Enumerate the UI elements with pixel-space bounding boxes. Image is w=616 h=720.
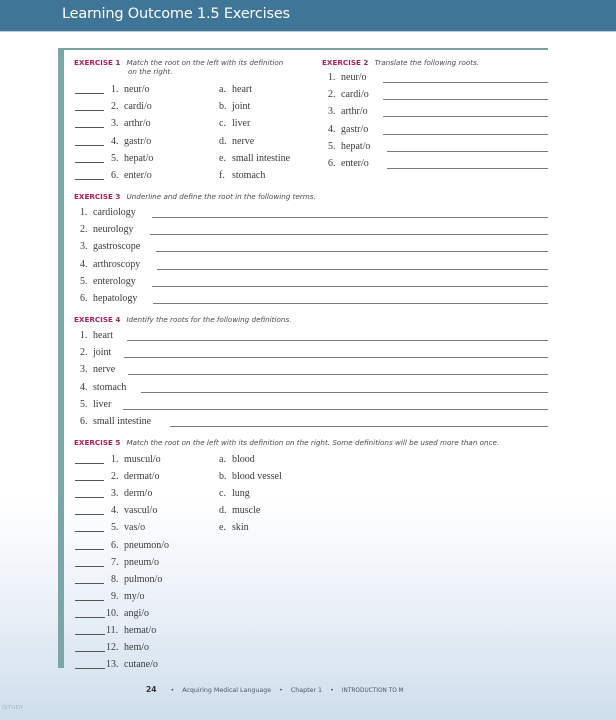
exercise-instruction: Identify the roots for the following definitions. [126, 315, 292, 324]
footer-separator: • [330, 687, 334, 694]
definition-text: skin [232, 522, 249, 534]
root-term: enter/o [124, 170, 152, 181]
answer-line[interactable] [141, 392, 548, 393]
answer-line[interactable] [127, 340, 548, 341]
answer-blank[interactable] [75, 497, 104, 498]
answer-blank[interactable] [75, 583, 104, 584]
answer-line[interactable] [383, 82, 548, 83]
root-term: hepat/o [341, 140, 371, 152]
root-term: cutane/o [124, 659, 158, 671]
definition-text: blood [232, 454, 255, 465]
item-number: 6. [80, 293, 88, 304]
answer-blank[interactable] [75, 634, 105, 635]
exercise-heading [322, 58, 479, 67]
answer-line[interactable] [153, 303, 548, 304]
definition-text: liver [232, 118, 251, 130]
definition-letter: d. [219, 135, 227, 147]
term: enterology [93, 275, 136, 287]
item-number: 8. [111, 573, 119, 585]
answer-blank[interactable] [75, 463, 104, 464]
answer-line[interactable] [383, 99, 548, 100]
exercise-heading [74, 192, 316, 201]
definition-text: heart [232, 84, 252, 95]
definition-text: small intestine [232, 152, 291, 164]
item-number: 6. [111, 170, 119, 181]
answer-blank[interactable] [75, 514, 104, 515]
section-header [0, 0, 616, 32]
item-number: 4. [111, 505, 119, 517]
item-number: 7. [111, 556, 119, 568]
root-term: my/o [124, 590, 145, 602]
definition-text: joint [232, 101, 251, 113]
answer-line[interactable] [170, 426, 548, 427]
item-number: 2. [80, 347, 88, 359]
exercise-label: EXERCISE 3 [74, 192, 121, 201]
definition-term: liver [93, 398, 112, 410]
answer-blank[interactable] [75, 566, 104, 567]
answer-blank[interactable] [75, 93, 104, 94]
definition-text: nerve [232, 135, 255, 147]
item-number: 2. [80, 224, 88, 236]
root-term: vascul/o [124, 505, 158, 517]
answer-blank[interactable] [75, 127, 104, 128]
exercise-label: EXERCISE 5 [74, 438, 121, 447]
definition-letter: e. [219, 522, 226, 534]
watermark: ISTUDY [2, 705, 24, 711]
root-term: neur/o [124, 84, 150, 95]
answer-line[interactable] [157, 269, 548, 270]
answer-line[interactable] [387, 168, 548, 169]
answer-line[interactable] [152, 217, 548, 218]
term: cardiology [93, 207, 136, 218]
answer-line[interactable] [150, 234, 548, 235]
answer-line[interactable] [128, 374, 548, 375]
root-term: gastr/o [124, 135, 152, 147]
definition-term: small intestine [93, 416, 152, 427]
root-term: cardi/o [341, 89, 369, 101]
exercise-heading [74, 315, 291, 324]
footer-separator: • [170, 687, 175, 694]
item-number: 5. [111, 152, 119, 164]
term: hepatology [93, 293, 138, 304]
item-number: 3. [111, 118, 119, 130]
root-term: neur/o [341, 72, 367, 83]
answer-blank[interactable] [75, 549, 104, 550]
answer-line[interactable] [123, 409, 548, 410]
item-number: 11. [106, 625, 119, 636]
root-term: derm/o [124, 488, 153, 500]
root-term: hemat/o [124, 625, 157, 636]
answer-line[interactable] [387, 151, 548, 152]
answer-blank[interactable] [75, 668, 105, 669]
exercise-label: EXERCISE 4 [74, 315, 121, 324]
item-number: 3. [80, 241, 88, 253]
definition-term: heart [93, 330, 113, 341]
item-number: 1. [111, 84, 119, 95]
definition-letter: c. [219, 118, 226, 130]
page-footer [146, 685, 404, 694]
answer-line[interactable] [152, 286, 548, 287]
section-label: INTRODUCTION TO M [341, 688, 404, 694]
answer-blank[interactable] [75, 145, 104, 146]
definition-letter: b. [219, 101, 227, 113]
item-number: 2. [328, 89, 336, 101]
item-number: 1. [328, 72, 336, 83]
root-term: gastr/o [341, 123, 369, 135]
exercise-instruction-continued: on the right. [128, 67, 173, 76]
page-number: 24 [146, 685, 157, 694]
definition-letter: d. [219, 505, 227, 517]
definition-letter: e. [219, 152, 226, 164]
exercise-heading [74, 58, 283, 67]
answer-blank[interactable] [75, 179, 104, 180]
item-number: 1. [80, 330, 88, 341]
item-number: 1. [111, 454, 119, 465]
answer-blank[interactable] [75, 617, 105, 618]
exercise-label: EXERCISE 2 [322, 58, 369, 67]
item-number: 6. [328, 158, 336, 169]
item-number: 3. [80, 364, 88, 376]
item-number: 4. [80, 258, 88, 270]
item-number: 6. [80, 416, 88, 427]
root-term: hem/o [124, 642, 149, 654]
root-term: muscul/o [124, 454, 161, 465]
answer-line[interactable] [124, 357, 548, 358]
exercise-instruction: Underline and define the root in the following terms. [126, 192, 316, 201]
term: neurology [93, 224, 134, 236]
item-number: 2. [111, 471, 119, 483]
root-term: hepat/o [124, 152, 154, 164]
definition-term: nerve [93, 364, 116, 376]
footer-separator: • [279, 687, 283, 694]
item-number: 6. [111, 539, 119, 551]
item-number: 5. [111, 522, 119, 534]
answer-blank[interactable] [75, 531, 104, 532]
item-number: 3. [328, 106, 336, 118]
answer-blank[interactable] [75, 110, 104, 111]
root-term: pneum/o [124, 556, 159, 568]
root-term: vas/o [124, 522, 146, 534]
definition-term: stomach [93, 381, 127, 393]
definition-letter: f. [219, 170, 225, 181]
item-number: 1. [80, 207, 88, 218]
book-title: Acquiring Medical Language [182, 687, 272, 694]
term: gastroscope [93, 241, 141, 253]
definition-text: muscle [232, 505, 261, 517]
term: arthroscopy [93, 258, 141, 270]
exercise-heading [74, 438, 499, 447]
item-number: 4. [111, 135, 119, 147]
exercise-instruction: Match the root on the left with its definition [126, 58, 284, 67]
section-title: Learning Outcome 1.5 Exercises [62, 6, 290, 22]
root-term: pneumon/o [124, 539, 169, 551]
item-number: 5. [328, 140, 336, 152]
root-term: arthr/o [341, 106, 368, 118]
item-number: 10. [106, 607, 119, 619]
answer-line[interactable] [156, 251, 548, 252]
definition-letter: a. [219, 454, 226, 465]
definition-term: joint [93, 347, 112, 359]
definition-text: lung [232, 488, 250, 500]
item-number: 4. [328, 123, 336, 135]
root-term: arthr/o [124, 118, 151, 130]
item-number: 4. [80, 381, 88, 393]
definition-text: stomach [232, 170, 266, 181]
chapter-label: Chapter 1 [290, 687, 323, 694]
definition-letter: b. [219, 471, 227, 483]
item-number: 5. [80, 275, 88, 287]
root-term: cardi/o [124, 101, 152, 113]
root-term: dermat/o [124, 471, 160, 483]
root-term: angi/o [124, 607, 149, 619]
answer-blank[interactable] [75, 651, 105, 652]
answer-line[interactable] [383, 116, 548, 117]
answer-blank[interactable] [75, 480, 104, 481]
item-number: 5. [80, 398, 88, 410]
root-term: pulmon/o [124, 573, 163, 585]
item-number: 2. [111, 101, 119, 113]
definition-text: blood vessel [232, 471, 282, 483]
item-number: 9. [111, 590, 119, 602]
definition-letter: c. [219, 488, 226, 500]
exercise-instruction: Translate the following roots. [374, 58, 480, 67]
answer-blank[interactable] [75, 162, 104, 163]
root-term: enter/o [341, 158, 369, 169]
item-number: 12. [106, 642, 119, 654]
definition-letter: a. [219, 84, 226, 95]
item-number: 13. [106, 659, 119, 671]
exercise-instruction: Match the root on the left with its definition on the right. Some definitions will be used more than once. [126, 438, 500, 447]
answer-blank[interactable] [75, 600, 104, 601]
answer-line[interactable] [383, 134, 548, 135]
exercise-label: EXERCISE 1 [74, 58, 121, 67]
item-number: 3. [111, 488, 119, 500]
